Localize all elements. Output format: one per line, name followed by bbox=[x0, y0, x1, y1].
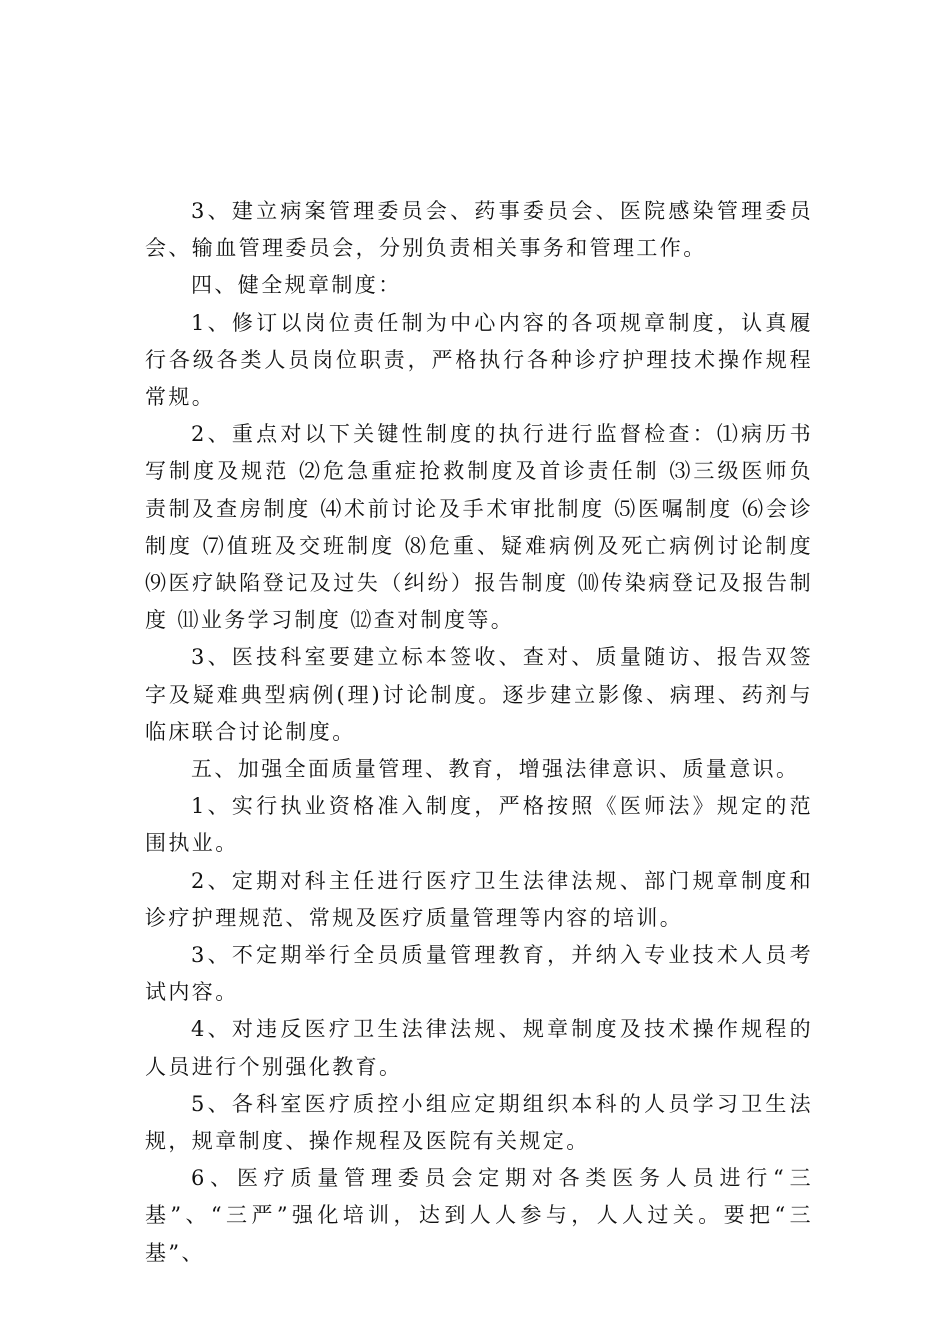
section-heading-quality: 五、加强全面质量管理、教育，增强法律意识、质量意识。 bbox=[191, 757, 800, 782]
section-heading-rules: 四、健全规章制度： bbox=[191, 273, 402, 298]
paragraph-committees: 3、建立病案管理委员会、药事委员会、医院感染管理委员会、输血管理委员会，分别负责相关事务和管理工作。 bbox=[145, 199, 813, 261]
paragraph-key-systems: 2、重点对以下关键性制度的执行进行监督检查：⑴病历书写制度及规范 ⑵危急重症抢救制度及首诊责任制 ⑶三级医师负责制及查房制度 ⑷术前讨论及手术审批制度 ⑸医嘱制度 ⑹会诊制度 ⑺值班及交班制度 ⑻危重、疑难病例及死亡病例讨论制度 ⑼医疗缺陷登记及过失（纠纷）报告制度 ⑽传染病登记及报告制度 ⑾业务学习制度 ⑿查对制度等。 bbox=[145, 422, 813, 633]
document-body bbox=[145, 193, 813, 1272]
paragraph-staff-education: 3、不定期举行全员质量管理教育，并纳入专业技术人员考试内容。 bbox=[145, 943, 813, 1005]
paragraph-dept-study: 5、各科室医疗质控小组应定期组织本科的人员学习卫生法规，规章制度、操作规程及医院有关规定。 bbox=[145, 1091, 813, 1154]
paragraph-violations: 4、对违反医疗卫生法律法规、规章制度及技术操作规程的人员进行个别强化教育。 bbox=[145, 1017, 813, 1079]
paragraph-director-training: 2、定期对科主任进行医疗卫生法律法规、部门规章制度和诊疗护理规范、常规及医疗质量管理等内容的培训。 bbox=[145, 868, 813, 930]
paragraph-medtech: 3、医技科室要建立标本签收、查对、质量随访、报告双签字及疑难典型病例(理)讨论制度。逐步建立影像、病理、药剂与临床联合讨论制度。 bbox=[145, 645, 813, 744]
paragraph-three-basics: 6、医疗质量管理委员会定期对各类医务人员进行“三基”、“三严”强化培训，达到人人参与，人人过关。要把“三基”、 bbox=[145, 1166, 813, 1265]
paragraph-revise-rules: 1、修订以岗位责任制为中心内容的各项规章制度，认真履行各级各类人员岗位职责，严格执行各种诊疗护理技术操作规程常规。 bbox=[145, 310, 813, 410]
paragraph-licensing: 1、实行执业资格准入制度，严格按照《医师法》规定的范围执业。 bbox=[145, 794, 813, 856]
